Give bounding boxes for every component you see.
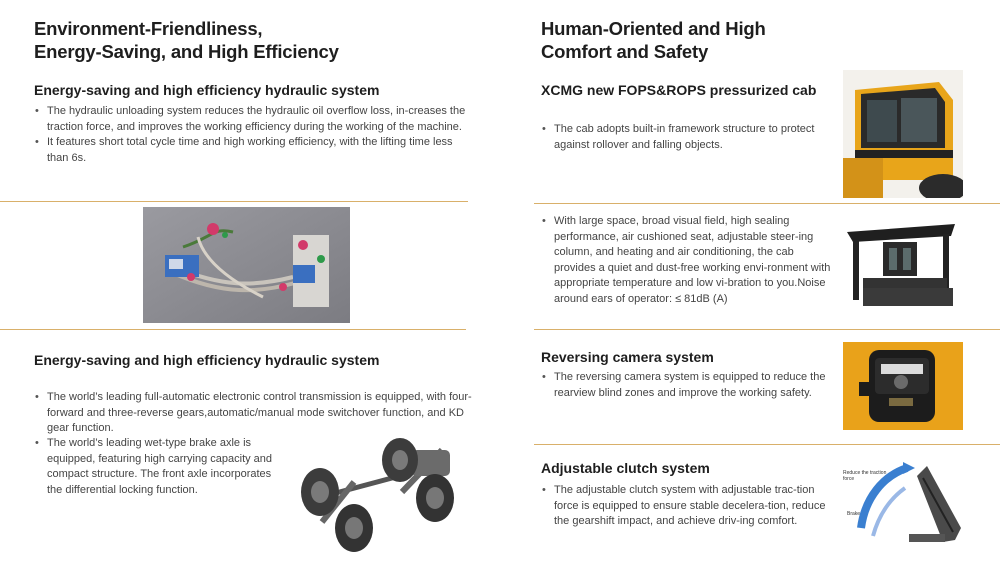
clutch-heading: Adjustable clutch system: [541, 460, 710, 476]
right-title-line-1: Human-Oriented and High: [541, 18, 766, 39]
list-item: • The cab adopts built-in framework structure to protect against rollover and falling objects.: [541, 122, 833, 153]
divider: [0, 329, 466, 330]
hydraulic-heading-1: Energy-saving and high efficiency hydraulic system: [34, 82, 380, 98]
left-page-title: [34, 17, 474, 63]
list-item: • The world’s leading full-automatic electronic control transmission is equipped, with four-forward and three-reverse gears,automatic/manual mode switchover function, and KD gear function.: [34, 390, 474, 437]
clutch-bullet: [541, 483, 831, 530]
left-title-line-2: Energy-Saving, and High Efficiency: [34, 41, 339, 62]
list-item: • The adjustable clutch system with adjustable trac-tion force is equipped to ensure stable decelera-tion, reduce the gearshift impact, and achieve driv-ing comfort.: [541, 483, 831, 530]
hydraulic-bullets: [34, 104, 474, 166]
brake-axle-bullet: [34, 436, 286, 498]
hydraulic-heading-2: Energy-saving and high efficiency hydraulic system: [34, 352, 380, 368]
diagram-label-traction: Reduce the traction force: [843, 470, 887, 482]
list-item: • The world’s leading wet-type brake axle is equipped, featuring high carrying capacity and compact structure. The front axle incorporates the differential locking function.: [34, 436, 286, 498]
drivetrain-axle-image: [292, 432, 464, 554]
divider: [0, 201, 468, 202]
cab-exterior-image: [843, 70, 963, 198]
reversing-camera-image: [843, 342, 963, 430]
cab-bullet: [541, 122, 833, 153]
transmission-bullet: [34, 390, 474, 437]
left-title-line-1: Environment-Friendliness,: [34, 18, 263, 39]
list-item: • The reversing camera system is equipped to reduce the rearview blind zones and improve the working safety.: [541, 370, 831, 401]
camera-bullet: [541, 370, 831, 401]
right-title-line-2: Comfort and Safety: [541, 41, 709, 62]
right-page-title: [541, 17, 981, 63]
cab-space-bullet: [541, 214, 831, 307]
diagram-label-brake: Brake: [847, 511, 861, 517]
divider: [534, 329, 1000, 330]
cab-heading: XCMG new FOPS&ROPS pressurized cab: [541, 82, 817, 98]
hydraulic-system-image: [143, 207, 350, 323]
list-item: • It features short total cycle time and high working efficiency, with the lifting time less than 6s.: [34, 135, 474, 166]
divider: [534, 444, 1000, 445]
cab-interior-image: [843, 220, 963, 310]
list-item: • With large space, broad visual field, high sealing performance, air cushioned seat, adjustable steer-ing column, and heating and air conditioning, the cab provides a quiet and dust-free working envi-ronment with appropriate temperature and low vi-bration to you.Noise around ears of operator: ≤ 81dB (A): [541, 214, 831, 307]
camera-heading: Reversing camera system: [541, 349, 714, 365]
list-item: • The hydraulic unloading system reduces the hydraulic oil overflow loss, in-creases the traction force, and improves the working efficiency during the working of the machine.: [34, 104, 474, 135]
clutch-pedal-diagram: [843, 458, 965, 546]
divider: [534, 203, 1000, 204]
